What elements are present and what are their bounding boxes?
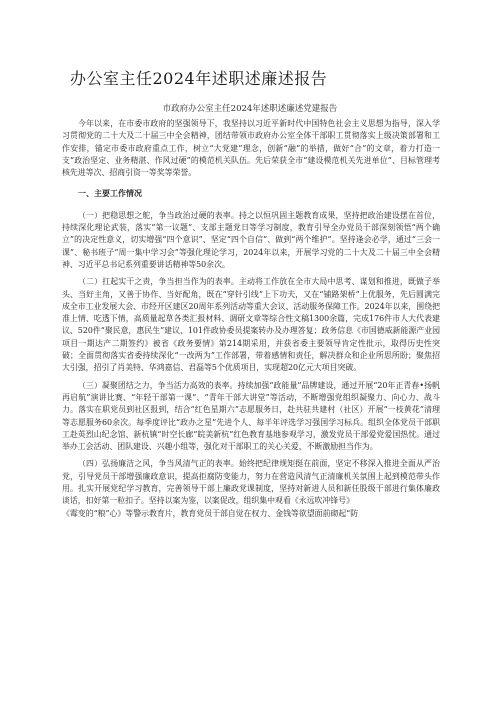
document-body <box>62 118 440 520</box>
section-paragraph-4: （四）弘扬廉洁之风，争当风清气正的表率。始终把纪律规矩挺在前面，坚定不移深入推进全面从严治党，引导党员干部增强廉政意识，提高拒腐防变能力，努力在营造风清气正清廉机关氛围上起到模范带头作用。扎实开展党纪学习教育，完善领导干部上廉政党课制度，坚持对新进人员和新任股级干部进行集体廉政谈话，扣好第一粒扣子。坚持以案为鉴，以案促改，组织集中观看《永远吹冲锋号》 <box>62 459 440 506</box>
section-heading: 一、主要工作情况 <box>78 189 142 199</box>
section-paragraph-2: （二）扛起实干之责，争当担当作为的表率。主动将工作放在全市大局中思考、谋划和推进，既做子举头、当好主角，又善于协作、当好配角，既在“穿针引线”上下功夫，又在“铺路架桥”上优服务，先后圆满完成全市工业发展大会、市经开区建区20周年系列活动等重大会议、活动服务保障工作。2024年以来，围绕把准上情、吃透下情，高质量起草各类汇报材料、调研文章等综合性文稿1300余篇，完成176件市人大代表建议、520件“聚民意，惠民生”建议、101件政协委员提案转办及办理答复；政务信息《市国德威新能源产业园项目一期达产二期签约》被省《政务要情》第214期采用，并获省委主要领导肯定性批示，取得历史性突破；全面贯彻落实省委持续深化“一改两为”工作部署，带着感情和责任，解决群众和企业所思所盼；聚焦招大引强，招引了肖美特、华鸿嘉信、君磊等5个优质项目，实现超20亿元大项目突破。 <box>62 277 440 373</box>
document-title: 办公室主任2024年述职述廉述报告 <box>70 69 328 88</box>
document-subtitle: 市政府办公室主任2024年述职述廉述党建报告 <box>162 104 338 114</box>
intro-paragraph: 今年以来，在市委市政府的坚强领导下，我坚持以习近平新时代中国特色社会主义思想为指导，深入学习贯彻党的二十大及二十届三中全会精神，团结带领市政府办公室全体干部职工贯彻落实上级决策部署和工作安排，锚定市委市政府重点工作，树立“大党建”理念，创新“融”的举措，做好“合”的文章，着力打造一支“政治坚定、业务精湛、作风过硬”的模范机关队伍。先后荣获全市“建设模范机关先进单位”、目标管理考核先进等次、招商引资一等奖等荣誉。 <box>62 119 440 178</box>
section-paragraph-1: （一）把稳思想之舵，争当政治过硬的表率。持之以恒巩固主题教育成果，坚持把政治建设摆在首位，持续深化理论武装，落实“第一议题”、支部主题党日等学习制度，教育引导全办党员干部深刻领悟“两个确立”的决定性意义，切实增强“四个意识”、坚定“四个自信”、做到“两个维护”。坚持逢会必学，通过“三会一课”、秘书班子“周一集中学习会”等强化理论学习，2024年以来，开展学习党的二十大及二十届三中全会精神、习近平总书记系列重要讲话精神等50余次。 <box>62 210 440 269</box>
section-paragraph-3: （三）凝聚团结之力，争当活力高效的表率。持续加强“政能量”品牌建设，通过开展“20年正青春•扬帆再启航”演讲比赛、“年轻干部第一课”、“青年干部大讲堂”等活动，不断增强党组织凝聚力、向心力、战斗力。落实在职党员到社区报到，结合“红色星期六”志愿服务日，赴共驻共建村（社区）开展“一枝黄花”清理等志愿服务60余次。每季度评比“政办之星”先进个人、每半年评选学习强国学习标兵。组织全体党员干部职工赴英烈山纪念馆、新杭镇“时空长廊”皖美新杭”红色教育基地参观学习，激发党员干部爱党爱国热忱。通过举办工会活动、团队建设、兴趣小组等，强化对干部职工的关心关爱，不断激励担当作为。 <box>62 380 440 452</box>
section-paragraph-4-continued: 《霉变的“粮”心》等警示教育片，教育党员干部自觉在权力、金钱等欲望面前砌起“防 <box>62 508 359 518</box>
